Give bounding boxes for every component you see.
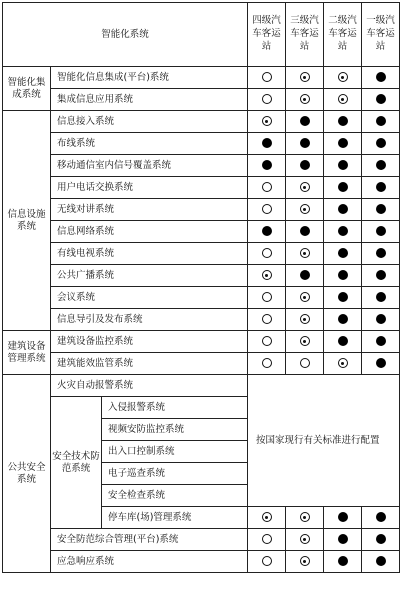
level-symbol-icon bbox=[262, 204, 272, 214]
level-cell bbox=[324, 507, 362, 529]
level-symbol-icon bbox=[338, 204, 348, 214]
level-symbol-icon bbox=[376, 314, 386, 324]
level-symbol-icon bbox=[262, 336, 272, 346]
level-symbol-icon bbox=[338, 336, 348, 346]
row-label: 建筑能效监管系统 bbox=[51, 353, 248, 375]
level-cell bbox=[324, 265, 362, 287]
level-symbol-icon bbox=[338, 534, 348, 544]
level-cell bbox=[286, 265, 324, 287]
level-cell bbox=[362, 89, 400, 111]
level-symbol-icon bbox=[262, 94, 272, 104]
row-label: 集成信息应用系统 bbox=[51, 89, 248, 111]
level-cell bbox=[248, 133, 286, 155]
level-symbol-icon bbox=[300, 512, 310, 522]
row-label: 移动通信室内信号覆盖系统 bbox=[51, 155, 248, 177]
level-symbol-icon bbox=[262, 314, 272, 324]
level-symbol-icon bbox=[300, 358, 310, 368]
level-symbol-icon bbox=[300, 336, 310, 346]
level-symbol-icon bbox=[300, 116, 310, 126]
level-symbol-icon bbox=[300, 226, 310, 236]
level-cell bbox=[248, 529, 286, 551]
level-symbol-icon bbox=[300, 556, 310, 566]
level-cell bbox=[248, 89, 286, 111]
level-cell bbox=[362, 265, 400, 287]
row-label: 布线系统 bbox=[51, 133, 248, 155]
level-cell bbox=[362, 221, 400, 243]
row-label: 入侵报警系统 bbox=[102, 397, 248, 419]
level-symbol-icon bbox=[300, 248, 310, 258]
level-cell bbox=[324, 199, 362, 221]
row-label: 安全防范综合管理(平台)系统 bbox=[51, 529, 248, 551]
config-note: 按国家现行有关标准进行配置 bbox=[248, 375, 400, 507]
level-symbol-icon bbox=[376, 160, 386, 170]
level-cell bbox=[362, 199, 400, 221]
level-cell bbox=[248, 353, 286, 375]
row-label: 会议系统 bbox=[51, 287, 248, 309]
level-cell bbox=[362, 331, 400, 353]
level-cell bbox=[286, 551, 324, 573]
level-symbol-icon bbox=[262, 358, 272, 368]
level-cell bbox=[324, 529, 362, 551]
level-symbol-icon bbox=[262, 270, 272, 280]
level-cell bbox=[248, 243, 286, 265]
level-cell bbox=[324, 309, 362, 331]
level-cell bbox=[286, 111, 324, 133]
level-symbol-icon bbox=[300, 534, 310, 544]
row-label: 电子巡查系统 bbox=[102, 463, 248, 485]
header-system: 智能化系统 bbox=[3, 3, 248, 67]
level-cell bbox=[362, 551, 400, 573]
level-symbol-icon bbox=[376, 556, 386, 566]
group-building-equipment: 建筑设备管理系统 bbox=[3, 331, 51, 375]
level-symbol-icon bbox=[338, 314, 348, 324]
level-cell bbox=[362, 67, 400, 89]
level-cell bbox=[286, 221, 324, 243]
row-label: 信息导引及发布系统 bbox=[51, 309, 248, 331]
level-symbol-icon bbox=[338, 160, 348, 170]
level-symbol-icon bbox=[300, 292, 310, 302]
row-label: 用户电话交换系统 bbox=[51, 177, 248, 199]
level-cell bbox=[248, 221, 286, 243]
level-cell bbox=[286, 177, 324, 199]
level-symbol-icon bbox=[262, 138, 272, 148]
level-cell bbox=[362, 309, 400, 331]
row-label: 火灾自动报警系统 bbox=[51, 375, 248, 397]
level-symbol-icon bbox=[262, 160, 272, 170]
row-label: 智能化信息集成(平台)系统 bbox=[51, 67, 248, 89]
level-symbol-icon bbox=[376, 292, 386, 302]
level-cell bbox=[324, 287, 362, 309]
standards-table bbox=[2, 2, 400, 573]
level-symbol-icon bbox=[300, 204, 310, 214]
level-symbol-icon bbox=[262, 292, 272, 302]
level-cell bbox=[362, 111, 400, 133]
level-cell bbox=[362, 287, 400, 309]
level-symbol-icon bbox=[300, 138, 310, 148]
level-cell bbox=[362, 529, 400, 551]
level-symbol-icon bbox=[376, 512, 386, 522]
level-cell bbox=[286, 133, 324, 155]
level-cell bbox=[324, 133, 362, 155]
level-symbol-icon bbox=[376, 270, 386, 280]
level-symbol-icon bbox=[338, 248, 348, 258]
level-cell bbox=[286, 353, 324, 375]
level-symbol-icon bbox=[338, 512, 348, 522]
level-cell bbox=[286, 507, 324, 529]
row-label: 无线对讲系统 bbox=[51, 199, 248, 221]
level-cell bbox=[324, 243, 362, 265]
level-cell bbox=[362, 155, 400, 177]
level-symbol-icon bbox=[300, 72, 310, 82]
level-symbol-icon bbox=[338, 292, 348, 302]
level-cell bbox=[286, 287, 324, 309]
level-symbol-icon bbox=[376, 204, 386, 214]
level-cell bbox=[248, 177, 286, 199]
row-label: 信息网络系统 bbox=[51, 221, 248, 243]
level-cell bbox=[286, 67, 324, 89]
level-symbol-icon bbox=[262, 534, 272, 544]
level-cell bbox=[324, 155, 362, 177]
group-public-safety: 公共安全系统 bbox=[3, 375, 51, 573]
level-cell bbox=[362, 177, 400, 199]
row-label: 有线电视系统 bbox=[51, 243, 248, 265]
level-cell bbox=[324, 177, 362, 199]
row-label: 建筑设备监控系统 bbox=[51, 331, 248, 353]
level-symbol-icon bbox=[338, 72, 348, 82]
level-cell bbox=[362, 243, 400, 265]
level-symbol-icon bbox=[376, 72, 386, 82]
level-cell bbox=[324, 67, 362, 89]
level-symbol-icon bbox=[338, 358, 348, 368]
level-cell bbox=[248, 551, 286, 573]
level-symbol-icon bbox=[376, 336, 386, 346]
level-cell bbox=[248, 265, 286, 287]
level-symbol-icon bbox=[262, 182, 272, 192]
header-level-4: 四级汽车客运站 bbox=[248, 3, 286, 67]
level-cell bbox=[324, 89, 362, 111]
level-symbol-icon bbox=[376, 534, 386, 544]
level-symbol-icon bbox=[262, 72, 272, 82]
level-symbol-icon bbox=[376, 94, 386, 104]
level-cell bbox=[324, 331, 362, 353]
level-cell bbox=[286, 243, 324, 265]
level-symbol-icon bbox=[262, 512, 272, 522]
header-level-1: 一级汽车客运站 bbox=[362, 3, 400, 67]
level-cell bbox=[324, 353, 362, 375]
level-symbol-icon bbox=[262, 226, 272, 236]
level-cell bbox=[362, 353, 400, 375]
level-symbol-icon bbox=[262, 556, 272, 566]
level-cell bbox=[248, 507, 286, 529]
level-cell bbox=[286, 89, 324, 111]
level-symbol-icon bbox=[338, 226, 348, 236]
level-cell bbox=[248, 309, 286, 331]
row-label: 信息接入系统 bbox=[51, 111, 248, 133]
level-symbol-icon bbox=[376, 182, 386, 192]
level-symbol-icon bbox=[376, 226, 386, 236]
level-cell bbox=[324, 221, 362, 243]
row-label: 出入口控制系统 bbox=[102, 441, 248, 463]
level-symbol-icon bbox=[262, 248, 272, 258]
level-symbol-icon bbox=[300, 182, 310, 192]
group-information-facilities: 信息设施系统 bbox=[3, 111, 51, 331]
level-symbol-icon bbox=[338, 138, 348, 148]
row-label: 应急响应系统 bbox=[51, 551, 248, 573]
level-cell bbox=[248, 155, 286, 177]
level-cell bbox=[324, 111, 362, 133]
header-level-3: 三级汽车客运站 bbox=[286, 3, 324, 67]
level-cell bbox=[286, 309, 324, 331]
subgroup-security-tech: 安全技术防范系统 bbox=[51, 397, 102, 529]
level-cell bbox=[248, 111, 286, 133]
level-cell bbox=[248, 331, 286, 353]
level-symbol-icon bbox=[376, 358, 386, 368]
level-symbol-icon bbox=[376, 138, 386, 148]
level-symbol-icon bbox=[338, 94, 348, 104]
level-cell bbox=[324, 551, 362, 573]
level-symbol-icon bbox=[338, 116, 348, 126]
level-symbol-icon bbox=[338, 270, 348, 280]
row-label: 停车库(场)管理系统 bbox=[102, 507, 248, 529]
group-intelligent-integration: 智能化集成系统 bbox=[3, 67, 51, 111]
level-cell bbox=[362, 133, 400, 155]
level-cell bbox=[286, 529, 324, 551]
level-symbol-icon bbox=[300, 270, 310, 280]
level-cell bbox=[248, 199, 286, 221]
level-cell bbox=[248, 67, 286, 89]
level-symbol-icon bbox=[338, 182, 348, 192]
level-symbol-icon bbox=[338, 556, 348, 566]
header-level-2: 二级汽车客运站 bbox=[324, 3, 362, 67]
level-symbol-icon bbox=[262, 116, 272, 126]
level-symbol-icon bbox=[300, 314, 310, 324]
row-label: 安全检查系统 bbox=[102, 485, 248, 507]
row-label: 公共广播系统 bbox=[51, 265, 248, 287]
level-cell bbox=[362, 507, 400, 529]
level-cell bbox=[286, 155, 324, 177]
row-label: 视频安防监控系统 bbox=[102, 419, 248, 441]
level-cell bbox=[286, 199, 324, 221]
level-symbol-icon bbox=[300, 160, 310, 170]
level-cell bbox=[248, 287, 286, 309]
level-symbol-icon bbox=[300, 94, 310, 104]
level-symbol-icon bbox=[376, 116, 386, 126]
level-cell bbox=[286, 331, 324, 353]
level-symbol-icon bbox=[376, 248, 386, 258]
